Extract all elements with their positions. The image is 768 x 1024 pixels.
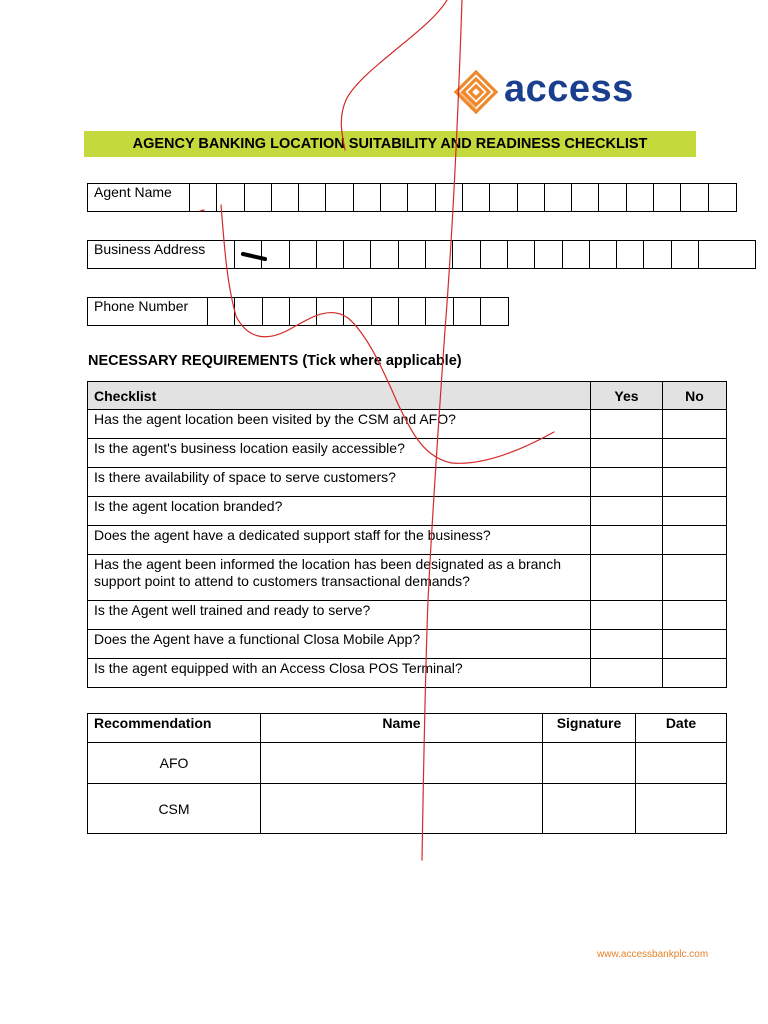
checklist-question: Is the agent equipped with an Access Closa POS Terminal? [88, 659, 591, 688]
no-header: No [663, 382, 727, 410]
table-row [88, 410, 727, 439]
yes-tick-cell[interactable] [591, 630, 663, 659]
table-row [88, 468, 727, 497]
table-row [88, 526, 727, 555]
checklist-question: Does the agent have a dedicated support staff for the business? [88, 526, 591, 555]
agent-name-cell[interactable] [325, 184, 352, 211]
no-tick-cell[interactable] [663, 555, 727, 601]
checklist-header-row [88, 382, 727, 410]
agent-name-cell[interactable] [271, 184, 298, 211]
business-address-cell[interactable] [534, 241, 561, 268]
phone-number-cell[interactable] [207, 298, 234, 325]
business-address-cell[interactable] [425, 241, 452, 268]
table-row [88, 784, 727, 834]
no-tick-cell[interactable] [663, 659, 727, 688]
date-cell[interactable] [636, 743, 727, 784]
phone-number-cell[interactable] [371, 298, 398, 325]
table-row [88, 497, 727, 526]
date-header: Date [636, 714, 727, 743]
name-header: Name [261, 714, 543, 743]
signature-cell[interactable] [543, 784, 636, 834]
business-address-cell[interactable] [289, 241, 316, 268]
agent-name-cell[interactable] [517, 184, 544, 211]
phone-number-cell[interactable] [453, 298, 480, 325]
checklist-question: Has the agent location been visited by the CSM and AFO? [88, 410, 591, 439]
phone-number-cell[interactable] [398, 298, 425, 325]
business-address-cell[interactable] [643, 241, 670, 268]
name-cell[interactable] [261, 743, 543, 784]
title-band [84, 131, 696, 157]
table-row [88, 555, 727, 601]
table-row [88, 743, 727, 784]
recommendation-header: Recommendation [88, 714, 261, 743]
agent-name-cell[interactable] [216, 184, 243, 211]
requirements-heading: NECESSARY REQUIREMENTS (Tick where applicable) [88, 353, 462, 369]
agent-name-cell[interactable] [435, 184, 462, 211]
table-row [88, 630, 727, 659]
agent-name-cell[interactable] [489, 184, 516, 211]
business-address-cell[interactable] [343, 241, 370, 268]
agent-name-cell[interactable] [544, 184, 571, 211]
business-address-cell[interactable] [370, 241, 397, 268]
business-address-cell[interactable] [562, 241, 589, 268]
phone-number-cell[interactable] [262, 298, 289, 325]
business-address-field[interactable] [87, 240, 756, 269]
no-tick-cell[interactable] [663, 468, 727, 497]
agent-name-cell[interactable] [708, 184, 735, 211]
signature-header: Signature [543, 714, 636, 743]
page-title: AGENCY BANKING LOCATION SUITABILITY AND READINESS CHECKLIST [132, 136, 648, 152]
yes-tick-cell[interactable] [591, 439, 663, 468]
yes-tick-cell[interactable] [591, 526, 663, 555]
yes-tick-cell[interactable] [591, 659, 663, 688]
date-cell[interactable] [636, 784, 727, 834]
agent-name-cell[interactable] [407, 184, 434, 211]
checklist-question: Is there availability of space to serve customers? [88, 468, 591, 497]
agent-name-cell[interactable] [189, 184, 216, 211]
agent-name-cell[interactable] [571, 184, 598, 211]
no-tick-cell[interactable] [663, 526, 727, 555]
agent-name-cell[interactable] [680, 184, 707, 211]
agent-name-cell[interactable] [298, 184, 325, 211]
agent-name-cell[interactable] [244, 184, 271, 211]
table-row [88, 659, 727, 688]
phone-number-cell[interactable] [234, 298, 261, 325]
checklist-table [87, 381, 727, 688]
recommendation-table [87, 713, 727, 834]
checklist-question: Does the Agent have a functional Closa Mobile App? [88, 630, 591, 659]
business-address-cell[interactable] [589, 241, 616, 268]
phone-number-field[interactable] [87, 297, 509, 326]
business-address-cell[interactable] [480, 241, 507, 268]
access-logo [452, 66, 652, 118]
agent-name-cell[interactable] [653, 184, 680, 211]
table-row [88, 601, 727, 630]
checklist-question: Is the agent location branded? [88, 497, 591, 526]
phone-number-cell[interactable] [425, 298, 452, 325]
yes-tick-cell[interactable] [591, 410, 663, 439]
recommendation-role: CSM [88, 784, 261, 834]
no-tick-cell[interactable] [663, 497, 727, 526]
yes-tick-cell[interactable] [591, 468, 663, 497]
diamond-mark-icon [452, 68, 500, 116]
no-tick-cell[interactable] [663, 630, 727, 659]
agent-name-cell[interactable] [380, 184, 407, 211]
agent-name-cell[interactable] [626, 184, 653, 211]
agent-name-cell[interactable] [353, 184, 380, 211]
business-address-cell[interactable] [316, 241, 343, 268]
no-tick-cell[interactable] [663, 410, 727, 439]
signature-cell[interactable] [543, 743, 636, 784]
business-address-cell[interactable] [616, 241, 643, 268]
checklist-question: Is the Agent well trained and ready to serve? [88, 601, 591, 630]
yes-tick-cell[interactable] [591, 497, 663, 526]
agent-name-cell[interactable] [598, 184, 625, 211]
agent-name-field[interactable] [87, 183, 737, 212]
yes-tick-cell[interactable] [591, 601, 663, 630]
agent-name-label: Agent Name [94, 184, 172, 200]
business-address-cell[interactable] [671, 241, 698, 268]
recommendation-header-row [88, 714, 727, 743]
agent-name-cell[interactable] [462, 184, 489, 211]
yes-header: Yes [591, 382, 663, 410]
recommendation-role: AFO [88, 743, 261, 784]
no-tick-cell[interactable] [663, 439, 727, 468]
business-address-cell[interactable] [398, 241, 425, 268]
no-tick-cell[interactable] [663, 601, 727, 630]
business-address-cell[interactable] [452, 241, 479, 268]
business-address-cell[interactable] [698, 241, 725, 268]
checklist-question: Is the agent's business location easily accessible? [88, 439, 591, 468]
website-link[interactable]: www.accessbankplc.com [597, 949, 709, 960]
checklist-header: Checklist [88, 382, 591, 410]
business-address-cell[interactable] [507, 241, 534, 268]
phone-number-cell[interactable] [343, 298, 370, 325]
phone-number-label: Phone Number [94, 298, 189, 314]
brand-wordmark: access [504, 68, 634, 110]
phone-number-cell[interactable] [480, 298, 507, 325]
business-address-label: Business Address [94, 241, 206, 257]
table-row [88, 439, 727, 468]
yes-tick-cell[interactable] [591, 555, 663, 601]
checklist-question: Has the agent been informed the location has been designated as a branch support point to attend to customers transactional demands? [88, 555, 591, 601]
phone-number-cell[interactable] [289, 298, 316, 325]
business-address-cell[interactable] [234, 241, 261, 268]
name-cell[interactable] [261, 784, 543, 834]
business-address-cell[interactable] [261, 241, 288, 268]
phone-number-cell[interactable] [316, 298, 343, 325]
